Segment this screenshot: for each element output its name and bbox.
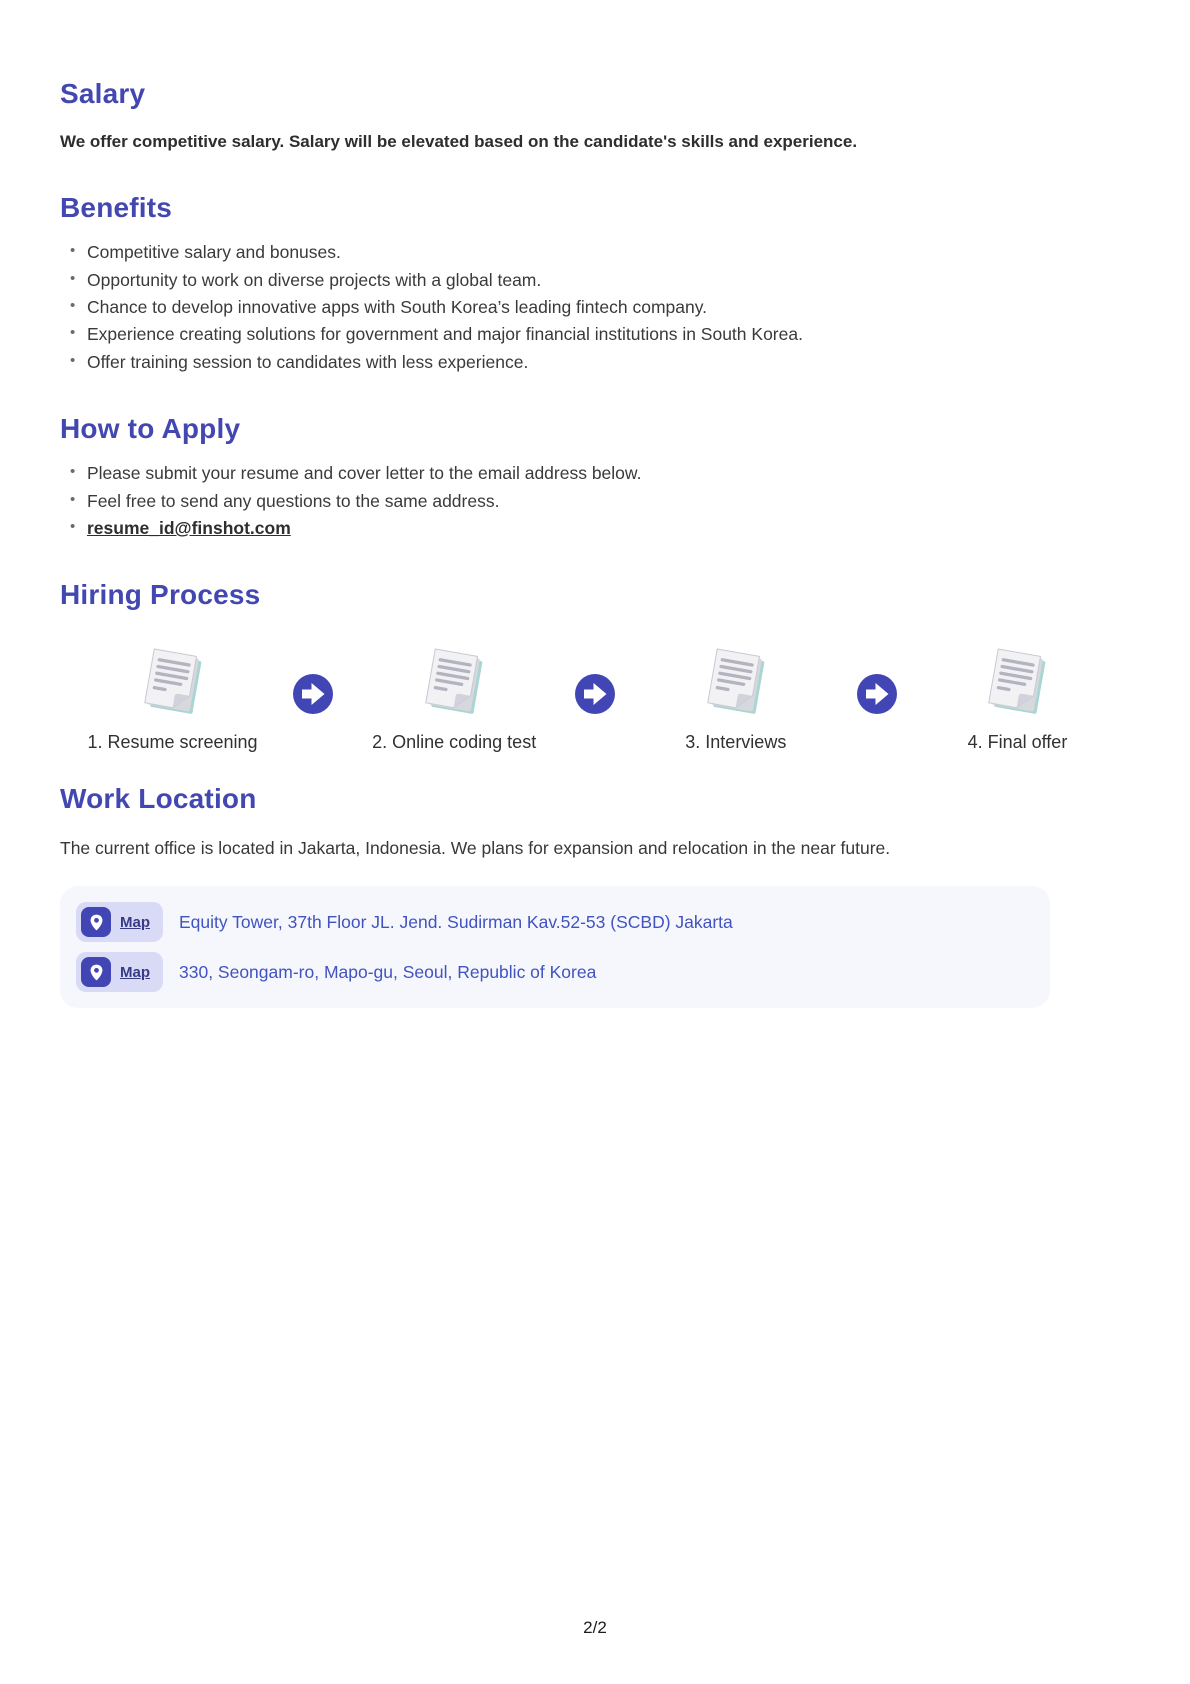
list-item: • Offer training session to candidates with less experience. xyxy=(60,351,1130,373)
work-location-section xyxy=(60,783,1130,1008)
arrow-right-icon xyxy=(293,674,333,714)
how-to-apply-section xyxy=(60,413,1130,539)
hiring-process-heading: Hiring Process xyxy=(60,579,261,611)
list-item: • Competitive salary and bonuses. xyxy=(60,241,1130,263)
list-item xyxy=(60,517,1130,539)
process-step-label: 3. Interviews xyxy=(685,732,787,753)
application-email-link[interactable]: resume_id@finshot.com xyxy=(87,517,291,538)
how-to-apply-heading: How to Apply xyxy=(60,413,241,445)
list-item: • Please submit your resume and cover letter to the email address below. xyxy=(60,462,1130,484)
map-link-jakarta[interactable] xyxy=(76,902,163,942)
map-link-label: Map xyxy=(120,913,150,931)
location-row-jakarta xyxy=(76,902,1034,942)
arrow-right-icon xyxy=(575,674,615,714)
location-panel xyxy=(60,886,1050,1008)
map-link-label: Map xyxy=(120,963,150,981)
salary-heading: Salary xyxy=(60,78,146,109)
work-location-description: The current office is located in Jakarta, Indonesia. We plans for expansion and relocation in the near future. xyxy=(60,838,891,859)
document-icon xyxy=(415,644,493,722)
process-step-resume-screening xyxy=(60,644,285,753)
hiring-process-section xyxy=(60,579,1130,753)
benefits-heading: Benefits xyxy=(60,192,173,224)
address-jakarta: Equity Tower, 37th Floor JL. Jend. Sudirman Kav.52-53 (SCBD) Jakarta xyxy=(179,911,733,932)
page-number: 2/2 xyxy=(583,1618,607,1637)
list-item: • Feel free to send any questions to the same address. xyxy=(60,490,1130,512)
how-to-apply-list xyxy=(60,462,1130,539)
location-pin-icon xyxy=(81,957,111,987)
salary-section xyxy=(60,78,1130,152)
list-item: • Chance to develop innovative apps with South Korea’s leading fintech company. xyxy=(60,296,1130,318)
process-step-interviews xyxy=(623,644,848,753)
address-seoul: 330, Seongam-ro, Mapo-gu, Seoul, Republic of Korea xyxy=(179,961,597,982)
process-step-label: 2. Online coding test xyxy=(372,732,537,753)
map-link-seoul[interactable] xyxy=(76,952,163,992)
salary-description: We offer competitive salary. Salary will be elevated based on the candidate's skills and experience. xyxy=(60,132,858,151)
document-icon xyxy=(134,644,212,722)
location-row-seoul xyxy=(76,952,1034,992)
benefits-list xyxy=(60,241,1130,373)
list-item: • Opportunity to work on diverse projects with a global team. xyxy=(60,269,1130,291)
location-pin-icon xyxy=(81,907,111,937)
process-step-final-offer xyxy=(905,644,1130,753)
process-step-label: 4. Final offer xyxy=(967,732,1068,753)
process-step-label: 1. Resume screening xyxy=(87,732,258,753)
work-location-heading: Work Location xyxy=(60,783,257,815)
arrow-right-icon xyxy=(857,674,897,714)
hiring-process-row xyxy=(60,644,1130,753)
document-icon xyxy=(697,644,775,722)
process-step-online-coding-test xyxy=(342,644,567,753)
list-item: • Experience creating solutions for government and major financial institutions in South Korea. xyxy=(60,323,1130,345)
document-icon xyxy=(978,644,1056,722)
benefits-section xyxy=(60,192,1130,373)
